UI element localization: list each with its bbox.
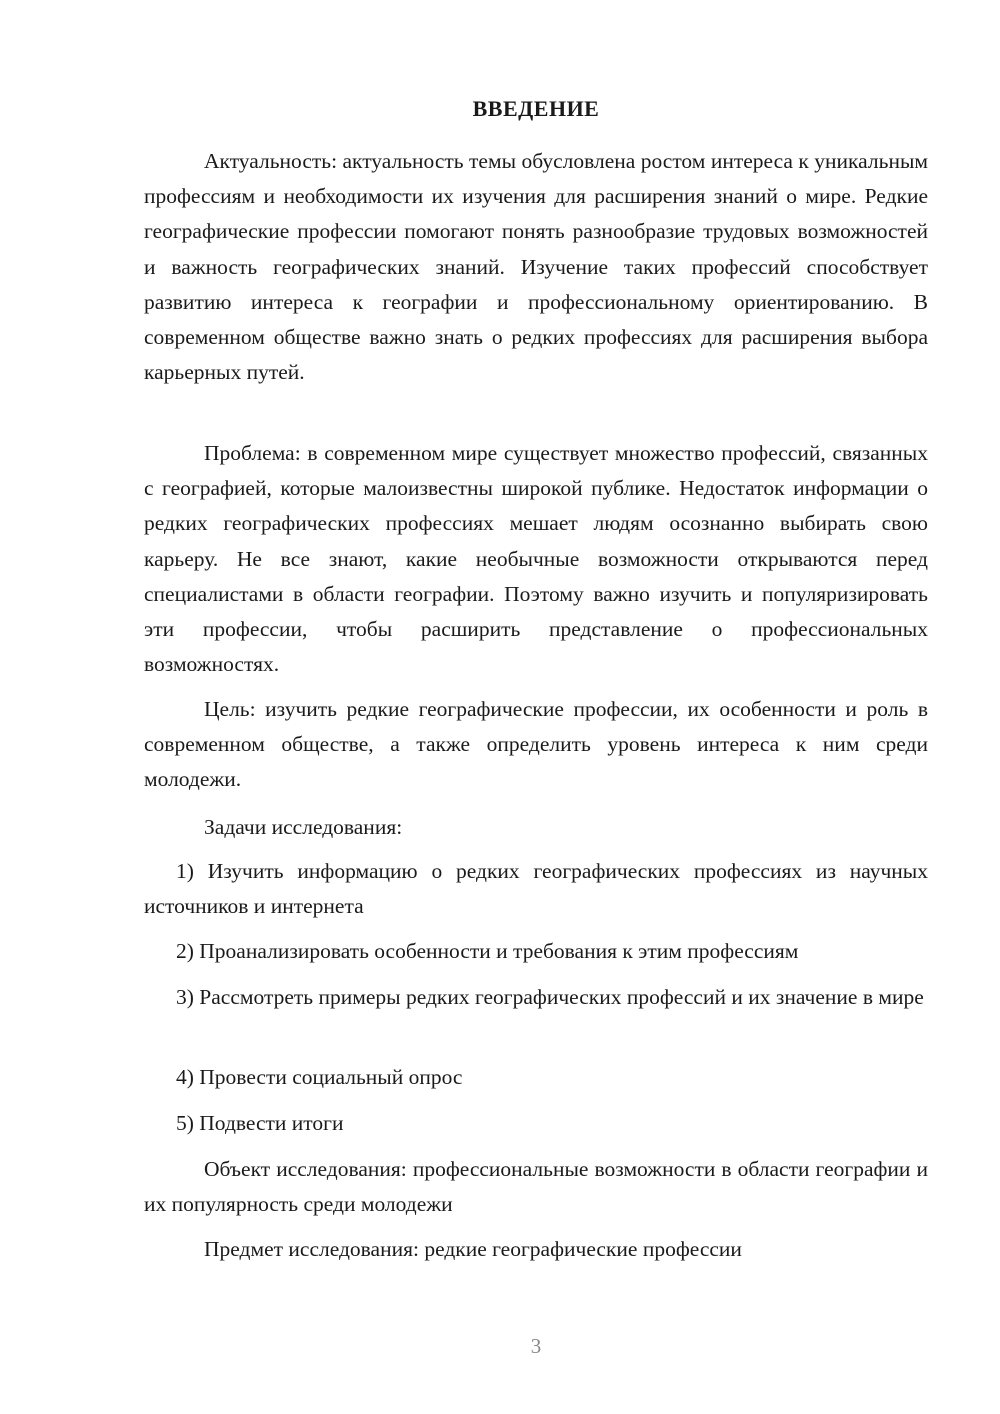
paragraph-problem: Проблема: в современном мире существует множество профессий, связанных с географией, которые малоизвестны широкой публике. Недостаток информации о редких географических профессиях мешает людям осознанно выбирать свою карьеру. Не все знают, какие необычные возможности открываются перед специалистами в области географии. Поэтому важно изучить и популяризировать эти профессии, чтобы расширить представление о профессиональных возможностях. xyxy=(144,441,928,677)
page-number: 3 xyxy=(530,1334,542,1358)
task-item-3: 3) Рассмотреть примеры редких географических профессий и их значение в мире xyxy=(176,985,924,1009)
page-title: ВВЕДЕНИЕ xyxy=(472,96,600,121)
tasks-title: Задачи исследования: xyxy=(204,815,403,839)
paragraph-subject: Предмет исследования: редкие географические профессии xyxy=(204,1237,742,1261)
paragraph-goal: Цель: изучить редкие географические профессии, их особенности и роль в современном обществе, а также определить уровень интереса к ним среди молодежи. xyxy=(144,697,928,792)
task-item-1: 1) Изучить информацию о редких географических профессиях из научных источников и интернета xyxy=(144,859,928,919)
task-item-2: 2) Проанализировать особенности и требования к этим профессиям xyxy=(176,939,799,963)
paragraph-relevance: Актуальность: актуальность темы обусловлена ростом интереса к уникальным профессиям и необходимости их изучения для расширения знаний о мире. Редкие географические профессии помогают понять разнообразие трудовых возможностей и важность географических знаний. Изучение таких профессий способствует развитию интереса к географии и профессиональному ориентированию. В современном обществе важно знать о редких профессиях для расширения выбора карьерных путей. xyxy=(144,149,928,385)
task-item-5: 5) Подвести итоги xyxy=(176,1111,344,1135)
paragraph-object: Объект исследования: профессиональные возможности в области географии и их популярность среди молодежи xyxy=(144,1157,928,1217)
task-item-4: 4) Провести социальный опрос xyxy=(176,1065,463,1089)
